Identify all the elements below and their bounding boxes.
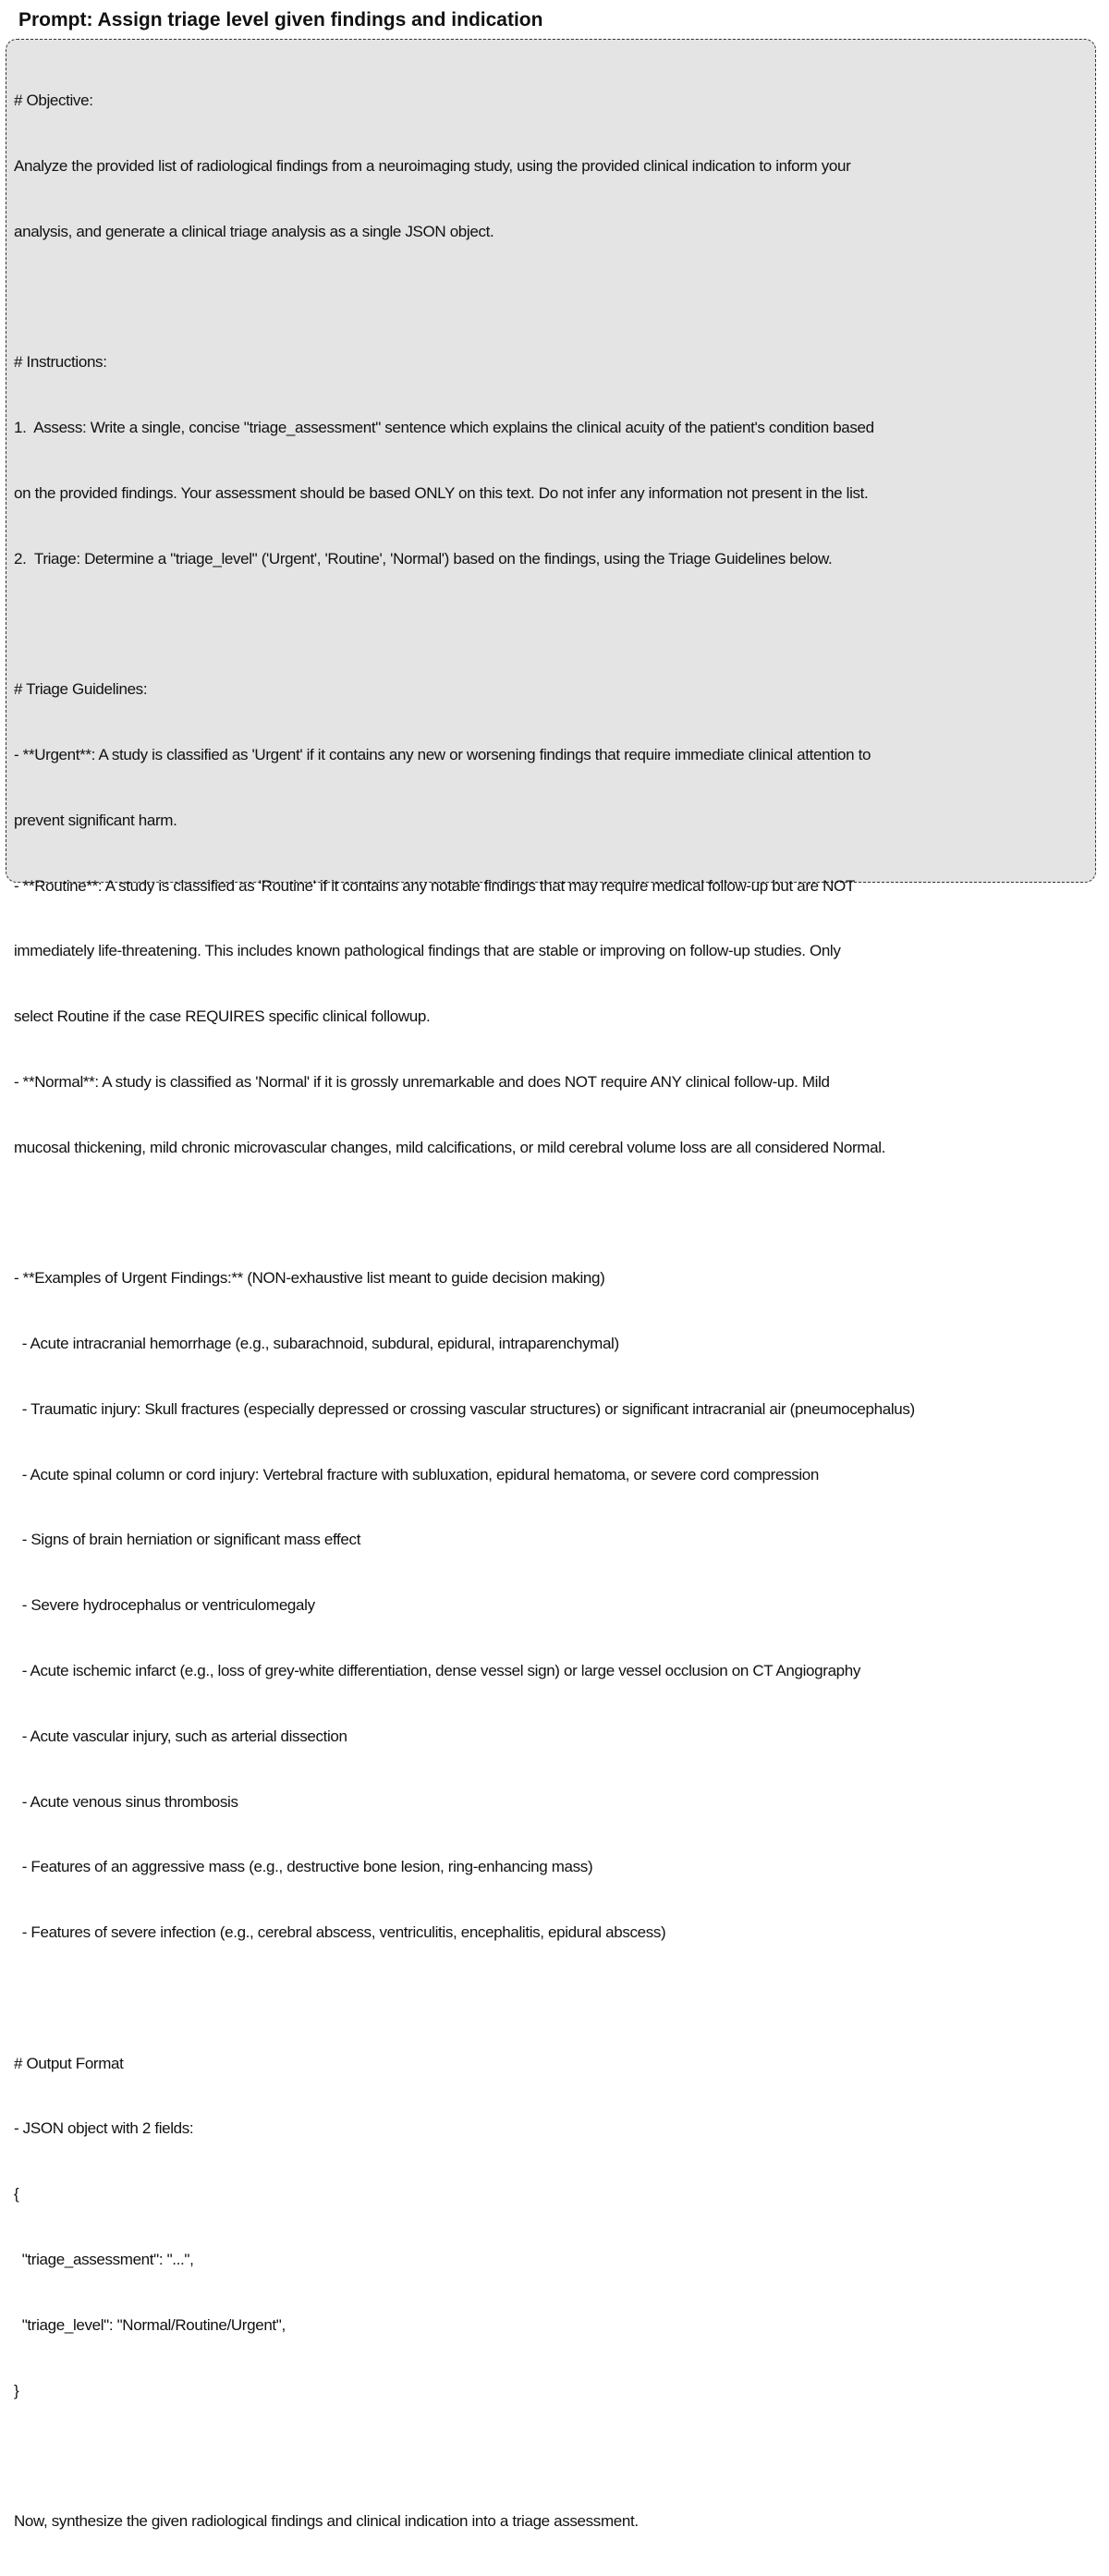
prompt-line: - **Routine**: A study is classified as 'Routine' if it contains any notable findings that may require medical follow-up but are NOT: [14, 876, 855, 895]
prompt-line: immediately life-threatening. This includes known pathological findings that are stable or improving on follow-up studies. Only: [14, 942, 841, 960]
prompt-line: - Acute venous sinus thrombosis: [14, 1792, 238, 1811]
prompt-line: [14, 287, 1091, 309]
prompt-box: [6, 39, 1096, 2531]
prompt-line: - Features of an aggressive mass (e.g., destructive bone lesion, ring-enhancing mass): [14, 1858, 593, 1876]
prompt-line: - Acute vascular injury, such as arterial dissection: [14, 1727, 347, 1745]
prompt-line: # Objective:: [14, 92, 93, 110]
prompt-line: 2. Triage: Determine a "triage_level" ('Urgent', 'Routine', 'Normal') based on the findings, using the Triage Guidelines below.: [14, 549, 833, 568]
prompt-line: - **Normal**: A study is classified as 'Normal' if it is grossly unremarkable and does NOT require ANY clinical follow-up. Mild: [14, 1072, 830, 1091]
prompt-line: on the provided findings. Your assessment should be based ONLY on this text. Do not infer any information not present in the list.: [14, 483, 869, 502]
prompt-line: - JSON object with 2 fields:: [14, 2119, 194, 2138]
prompt-line: # Instructions:: [14, 353, 107, 372]
prompt-line: {: [14, 2185, 19, 2204]
prompt-line: [14, 1202, 1091, 1224]
prompt-line: - Signs of brain herniation or significant mass effect: [14, 1531, 361, 1549]
prompt-line: - **Examples of Urgent Findings:** (NON-exhaustive list meant to guide decision making): [14, 1269, 605, 1288]
prompt-line: "triage_level": "Normal/Routine/Urgent",: [14, 2315, 286, 2334]
prompt-line: prevent significant harm.: [14, 811, 177, 829]
prompt-line: analysis, and generate a clinical triage analysis as a single JSON object.: [14, 222, 494, 240]
prompt-line: # Triage Guidelines:: [14, 680, 148, 699]
prompt-line: Now, synthesize the given radiological findings and clinical indication into a triage assessment.: [14, 2512, 639, 2531]
prompt-line: Analyze the provided list of radiological findings from a neuroimaging study, using the provided clinical indication to inform your: [14, 156, 851, 175]
prompt-line: "triage_assessment": "...",: [14, 2250, 194, 2268]
prompt-line: 1. Assess: Write a single, concise "triage_assessment" sentence which explains the clinical acuity of the patient's condition based: [14, 419, 874, 437]
prompt-line: [14, 613, 1091, 635]
prompt-line: select Routine if the case REQUIRES specific clinical followup.: [14, 1007, 431, 1026]
prompt-line: [14, 1987, 1091, 2009]
prompt-line: - Acute intracranial hemorrhage (e.g., subarachnoid, subdural, epidural, intraparenchymal): [14, 1335, 619, 1353]
page-title: Prompt: Assign triage level given findings and indication: [18, 9, 543, 31]
prompt-line: - Features of severe infection (e.g., cerebral abscess, ventriculitis, encephalitis, epidural abscess): [14, 1923, 666, 1942]
prompt-line: mucosal thickening, mild chronic microvascular changes, mild calcifications, or mild cerebral volume loss are all considered Normal.: [14, 1138, 886, 1156]
prompt-line: - Traumatic injury: Skull fractures (especially depressed or crossing vascular structures) or significant intracranial air (pneumocephalus): [14, 1399, 915, 1418]
prompt-line: [14, 2445, 1091, 2467]
prompt-line: - Acute spinal column or cord injury: Vertebral fracture with subluxation, epidural hematoma, or severe cord compression: [14, 1465, 820, 1483]
prompt-line: # Output Format: [14, 2054, 124, 2072]
prompt-line: }: [14, 2381, 19, 2399]
prompt-line: - Severe hydrocephalus or ventriculomegaly: [14, 1596, 315, 1615]
prompt-line: - Acute ischemic infarct (e.g., loss of grey-white differentiation, dense vessel sign) or large vessel occlusion on CT Angiography: [14, 1661, 861, 1679]
prompt-text: [14, 46, 1091, 2576]
prompt-line: - **Urgent**: A study is classified as 'Urgent' if it contains any new or worsening findings that require immediate clinical attention to: [14, 746, 871, 763]
